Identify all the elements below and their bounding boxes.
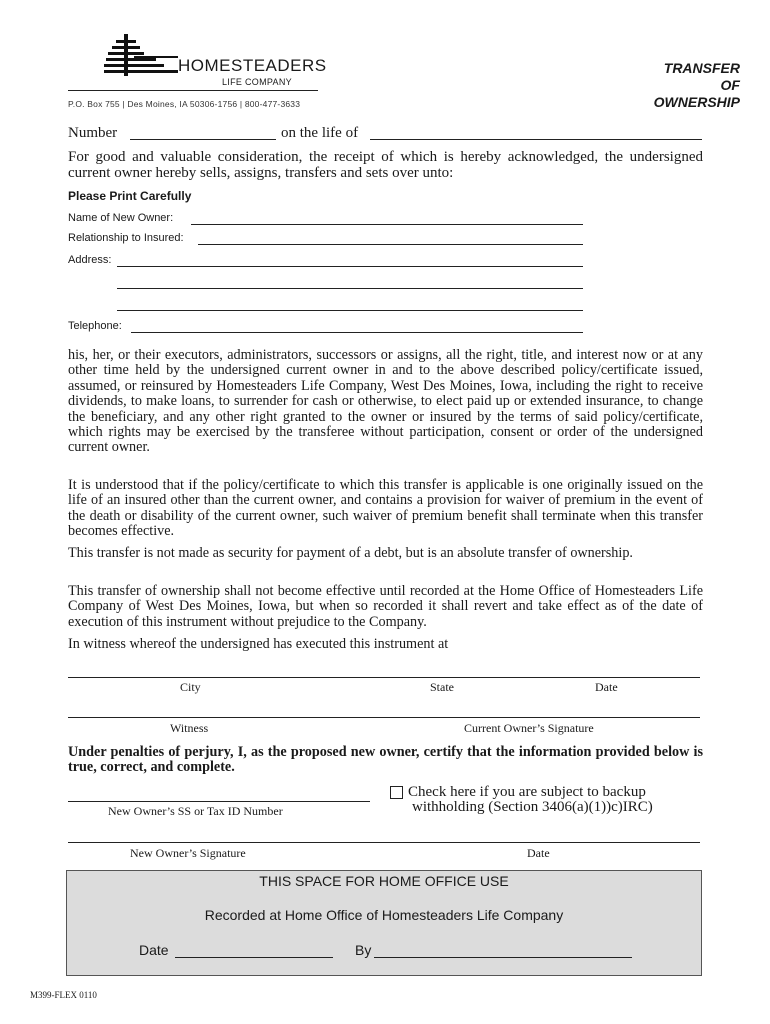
security-paragraph: This transfer is not made as security for payment of a debt, but is an absolute transfer of ownership. (68, 545, 633, 561)
form-title (654, 60, 740, 111)
print-carefully-note: Please Print Carefully (68, 189, 192, 203)
insured-name-field[interactable] (370, 139, 702, 140)
ssn-label: New Owner’s SS or Tax ID Number (108, 804, 283, 818)
home-office-title: THIS SPACE FOR HOME OFFICE USE (259, 873, 509, 889)
company-address: P.O. Box 755 | Des Moines, IA 50306-1756 | 800-477-3633 (68, 99, 301, 109)
consideration-text: For good and valuable consideration, the receipt of which is hereby acknowledged, the undersigned current owner hereby sells, assigns, transfers and sets over unto: (68, 149, 703, 181)
policy-number-field[interactable] (130, 139, 276, 140)
address-label: Address: (68, 254, 112, 266)
rights-paragraph: his, her, or their executors, administrators, successors or assigns, all the right, title, and interest now or at any other time held by the undersigned current owner in and to the above described policy/certificate issued, assumed, or reinsured by Homesteaders Life Company, West Des Moines, Iowa, including the right to receive dividends, to make loans, to surrender for cash or otherwise, to elect paid up or extended insurance, to change the beneficiary, and any other right granted to the owner or insured by the terms of said policy/certificate, which rights may be exercised by the transferee without participation, consent or order of the undersigned current owner. (68, 347, 703, 456)
new-owner-signature-line[interactable] (68, 842, 700, 843)
backup-withholding-text (408, 785, 653, 815)
telephone-field[interactable] (131, 332, 583, 333)
home-office-box (66, 870, 702, 976)
new-owner-name-label: Name of New Owner: (68, 212, 174, 224)
form-code: M399-FLEX 0110 (30, 990, 97, 1000)
backup-withholding-checkbox[interactable] (390, 786, 403, 799)
execution-date-label: Date (595, 680, 618, 694)
title-line-2: OF (720, 77, 740, 93)
new-owner-signature-label: New Owner’s Signature (130, 846, 246, 860)
header-divider (68, 90, 318, 91)
address-field-1[interactable] (117, 266, 583, 267)
perjury-statement: Under penalties of perjury, I, as the proposed new owner, certify that the information provided below is true, correct, and complete. (68, 744, 703, 776)
relationship-field[interactable] (198, 244, 583, 245)
number-label: Number (68, 125, 118, 141)
backup-line-2: withholding (Section 3406(a)(1))c)IRC) (412, 799, 653, 815)
address-field-2[interactable] (117, 288, 583, 289)
company-logo-icon (104, 34, 178, 76)
ssn-field[interactable] (68, 801, 370, 802)
waiver-paragraph: It is understood that if the policy/certificate to which this transfer is applicable is one originally issued on the life of an insured other than the current owner, and contains a provision for waiver of premium in the event of the death or disability of the current owner, such waiver of premium benefit shall terminate when this transfer becomes effective. (68, 477, 703, 540)
title-line-1: TRANSFER (663, 60, 740, 76)
relationship-label: Relationship to Insured: (68, 232, 184, 244)
backup-line-1: Check here if you are subject to backup (408, 784, 646, 800)
address-field-3[interactable] (117, 310, 583, 311)
witness-paragraph: In witness whereof the undersigned has executed this instrument at (68, 636, 449, 652)
company-subtitle: LIFE COMPANY (222, 77, 292, 87)
recorded-paragraph: This transfer of ownership shall not become effective until recorded at the Home Office of Homesteaders Life Company of West Des Moines, Iowa, but when so recorded it shall revert and take effect as of the date of execution of this instrument without prejudice to the Company. (68, 583, 703, 630)
witness-signature-line[interactable] (68, 717, 700, 718)
life-of-label: on the life of (281, 125, 359, 141)
current-owner-signature-label: Current Owner’s Signature (464, 721, 594, 735)
home-office-date-field[interactable] (175, 957, 333, 958)
city-label: City (180, 680, 201, 694)
witness-label: Witness (170, 721, 209, 735)
city-state-date-line[interactable] (68, 677, 700, 678)
new-owner-name-field[interactable] (191, 224, 583, 225)
home-office-by-field[interactable] (374, 957, 632, 958)
home-office-recorded: Recorded at Home Office of Homesteaders Life Company (204, 907, 564, 923)
telephone-label: Telephone: (68, 320, 122, 332)
home-office-by-label: By (355, 942, 372, 958)
state-label: State (430, 680, 454, 694)
certification-date-label: Date (527, 846, 550, 860)
company-name: HOMESTEADERS (178, 56, 327, 75)
home-office-date-label: Date (139, 942, 169, 958)
title-line-3: OWNERSHIP (653, 94, 740, 110)
